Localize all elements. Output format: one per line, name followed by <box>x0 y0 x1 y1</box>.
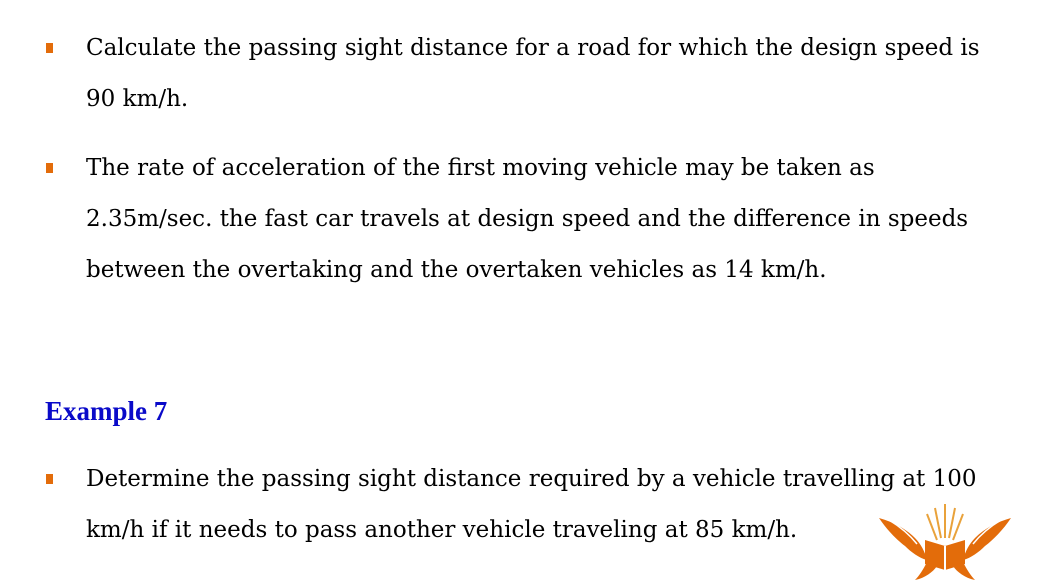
bullet-square-icon <box>46 474 53 484</box>
bullet-text-line: The rate of acceleration of the first moving vehicle may be taken as <box>86 155 875 181</box>
bullet-square-icon <box>46 43 53 53</box>
example-heading: Example 7 <box>45 396 168 426</box>
bullet-text-line: 2.35m/sec. the fast car travels at design speed and the difference in speeds <box>86 206 969 232</box>
bullet-item-acceleration <box>86 143 1026 296</box>
bullet-text-line: between the overtaking and the overtaken vehicles as 14 km/h. <box>86 257 827 283</box>
bullet-text-line: km/h if it needs to pass another vehicle traveling at 85 km/h. <box>86 517 798 543</box>
university-emblem-icon <box>875 500 1015 582</box>
bullet-square-icon <box>46 163 53 173</box>
bullet-text-line: Calculate the passing sight distance for a road for which the design speed is <box>86 35 980 61</box>
bullet-text-line: Determine the passing sight distance required by a vehicle travelling at 100 <box>86 466 977 492</box>
bullet-text-line: 90 km/h. <box>86 86 189 112</box>
bullet-item-passing-sight-distance <box>86 23 1026 125</box>
